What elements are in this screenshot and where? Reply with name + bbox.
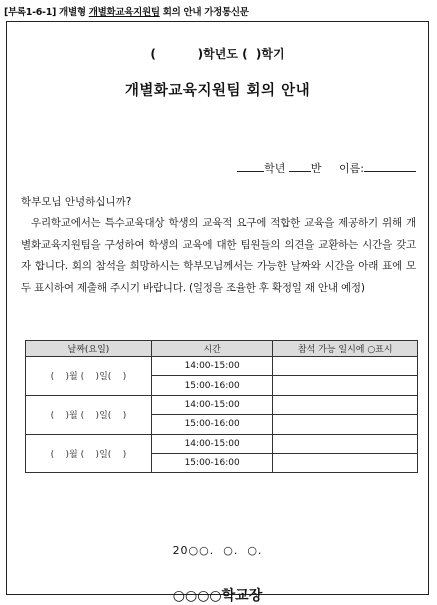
attend-mark-cell[interactable] xyxy=(273,434,418,453)
notice-frame xyxy=(6,21,429,604)
date-cell[interactable]: ( )월 ( )일( ) xyxy=(26,434,152,473)
class-label: 반 xyxy=(310,162,322,175)
school-term: ( )학년도 ( )학기 xyxy=(150,47,285,61)
table-row xyxy=(26,434,418,453)
name-blank[interactable] xyxy=(364,161,416,172)
appendix-header xyxy=(4,4,249,18)
date-cell[interactable]: ( )월 ( )일( ) xyxy=(26,357,152,396)
greeting: 학부모님 안녕하십니까? xyxy=(21,196,132,208)
time-cell: 14:00-15:00 xyxy=(151,357,273,376)
sign-date: 20○○. ○. ○. xyxy=(172,544,263,557)
attend-mark-cell[interactable] xyxy=(273,395,418,414)
notice-title: 개별화교육지원팀 회의 안내 xyxy=(124,83,311,99)
table-row xyxy=(26,357,418,376)
schedule-table xyxy=(25,340,418,473)
class-blank[interactable] xyxy=(289,161,311,172)
header-attend: 참석 가능 일시에 ○표시 xyxy=(273,341,418,357)
header-prefix: [부록1-6-1] 개별형 xyxy=(4,7,89,18)
header-date: 날짜(요일) xyxy=(26,341,152,357)
table-header-row xyxy=(26,341,418,357)
principal-signature: ○○○○학교장 xyxy=(172,588,263,604)
notice-body: 우리학교에서는 특수교육대상 학생의 교육적 요구에 적합한 교육을 제공하기 위해 개별화교육지원팀을 구성하여 학생의 교육에 대한 팀원들의 의견을 교환하는 시간을 갖고자 합니다. 회의 참석을 희망하시는 학부모님께서는 가능한 날짜와 시간을 아래 표에 모두 표시하여 제출해 주시기 바랍니다. (일정을 조율한 후 확정일 재 안내 예정) xyxy=(21,217,416,294)
time-cell: 14:00-15:00 xyxy=(151,434,273,453)
name-label: 이름: xyxy=(339,162,364,175)
time-cell: 15:00-16:00 xyxy=(151,415,273,434)
attend-mark-cell[interactable] xyxy=(273,453,418,472)
attend-mark-cell[interactable] xyxy=(273,357,418,376)
attend-mark-cell[interactable] xyxy=(273,376,418,395)
date-cell[interactable]: ( )월 ( )일( ) xyxy=(26,395,152,434)
attend-mark-cell[interactable] xyxy=(273,415,418,434)
student-info xyxy=(237,160,416,176)
header-suffix: 회의 안내 가정통신문 xyxy=(159,7,249,18)
table-row xyxy=(26,395,418,414)
header-underlined: 개별화교육지원팀 xyxy=(88,7,160,18)
time-cell: 14:00-15:00 xyxy=(151,395,273,414)
time-cell: 15:00-16:00 xyxy=(151,453,273,472)
grade-blank[interactable] xyxy=(237,161,264,172)
header-time: 시간 xyxy=(151,341,273,357)
grade-label: 학년 xyxy=(264,162,286,175)
time-cell: 15:00-16:00 xyxy=(151,376,273,395)
